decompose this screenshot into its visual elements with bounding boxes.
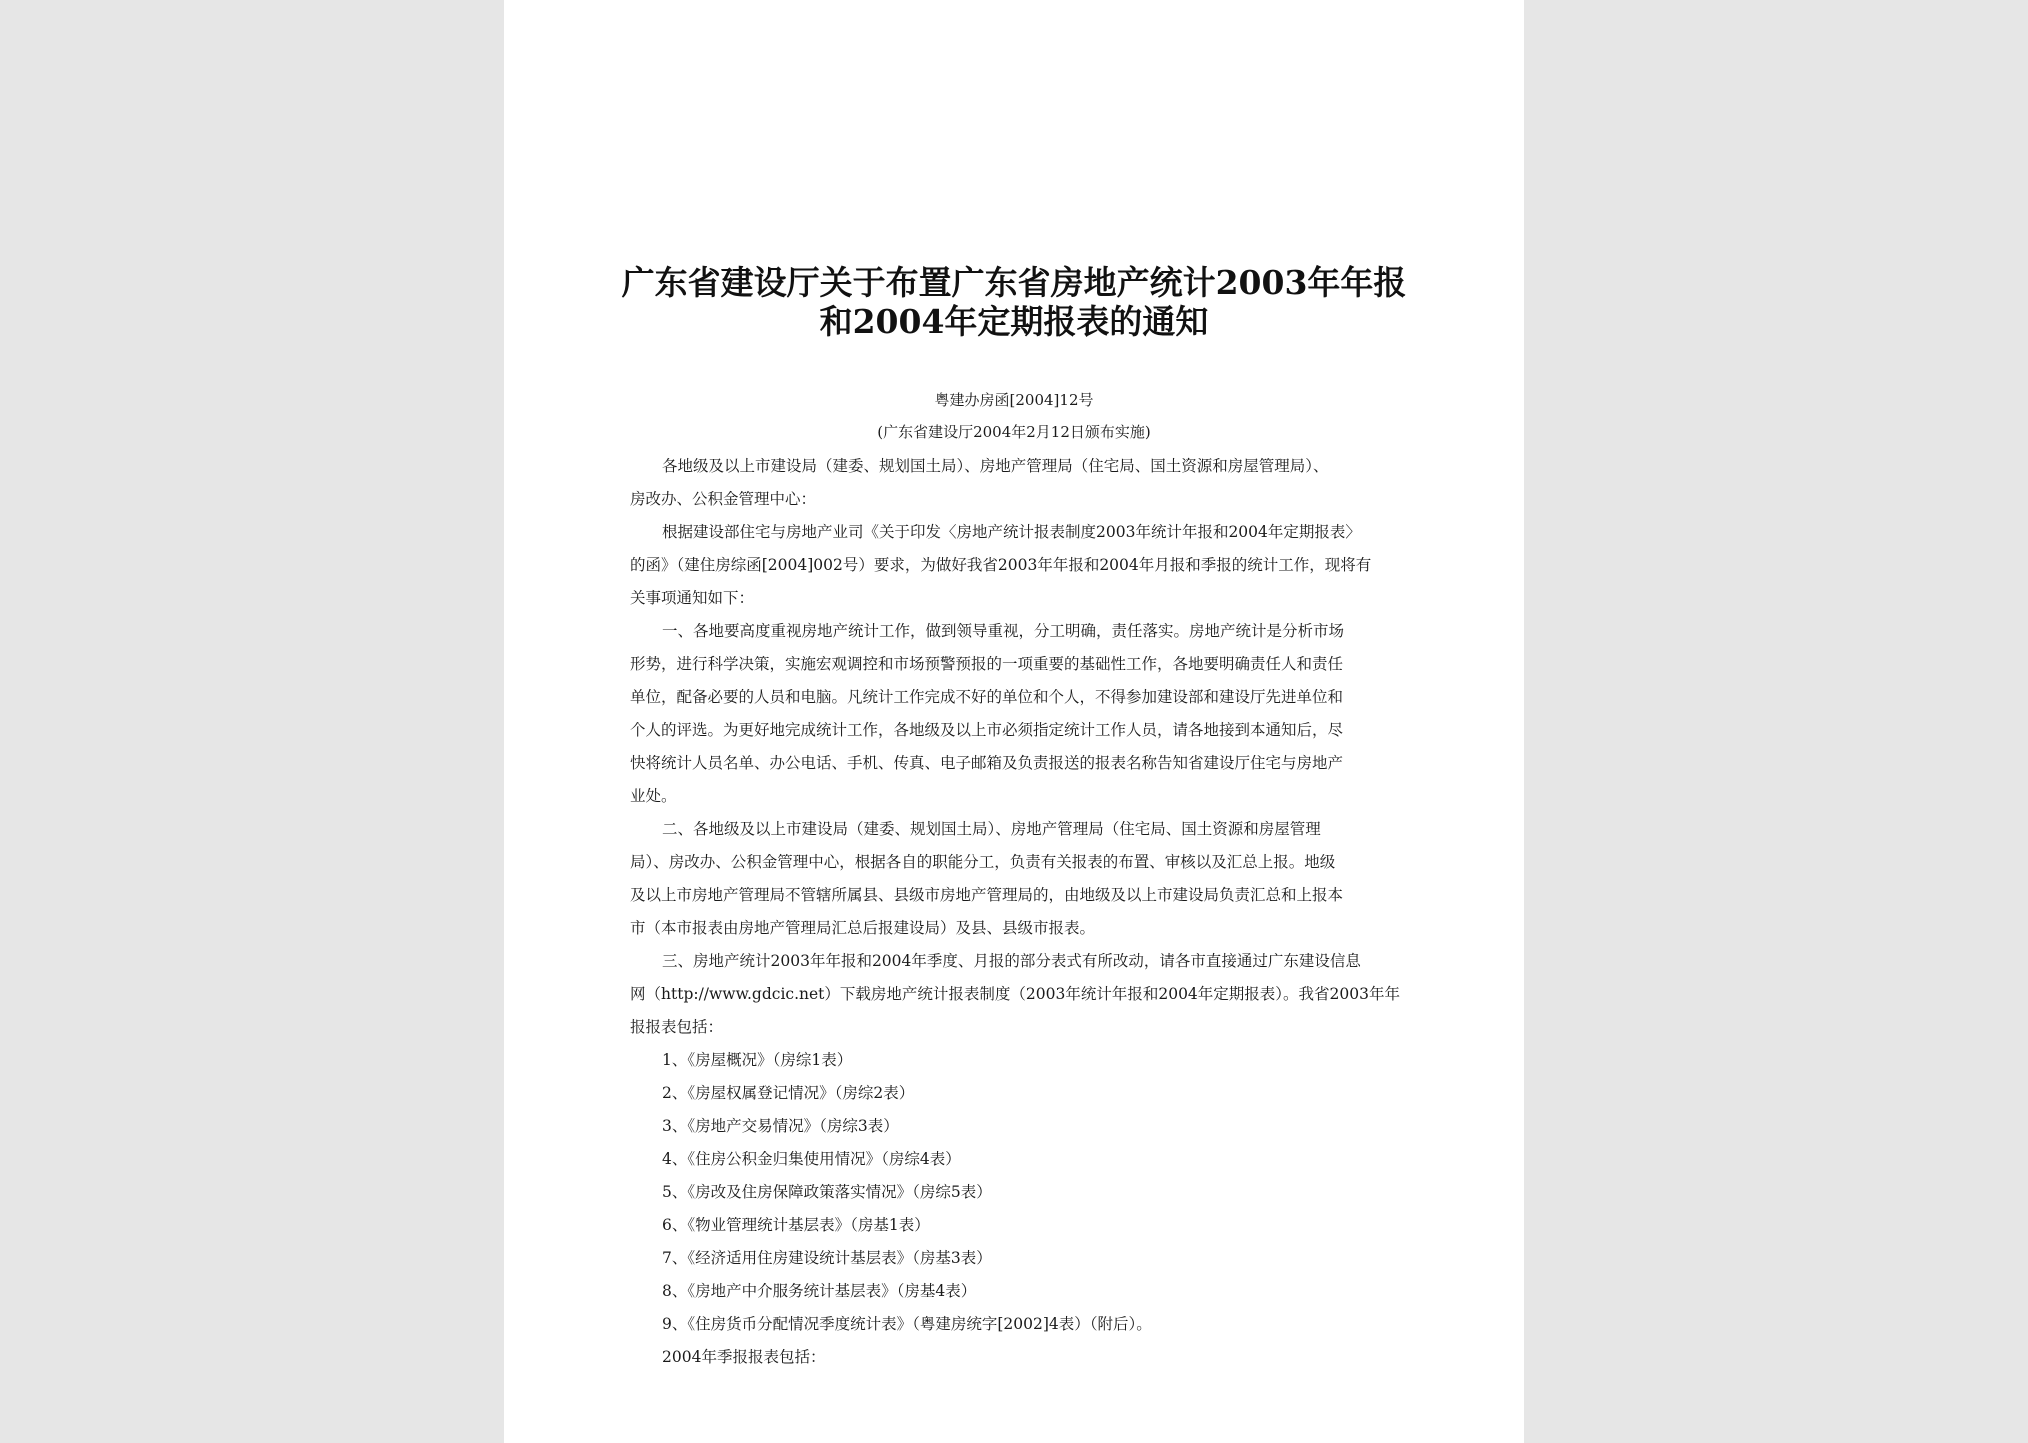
- body-line: 单位，配备必要的人员和电脑。凡统计工作完成不好的单位和个人，不得参加建设部和建设厅先进单位和: [630, 688, 1344, 706]
- body-line: 各地级及以上市建设局（建委、规划国土局）、房地产管理局（住宅局、国土资源和房屋管理局）、: [662, 457, 1329, 475]
- list-item: 9、《住房货币分配情况季度统计表》（粤建房统字[2002]4表）（附后）。: [662, 1315, 1152, 1333]
- list-item: 5、《房改及住房保障政策落实情况》（房综5表）: [662, 1183, 992, 1201]
- list-item: 7、《经济适用住房建设统计基层表》（房基3表）: [662, 1249, 992, 1267]
- body-line: 网（http://www.gdcic.net）下载房地产统计报表制度（2003年统计年报和2004年定期报表）。我省2003年年: [630, 985, 1400, 1003]
- body-line: 根据建设部住宅与房地产业司《关于印发〈房地产统计报表制度2003年统计年报和2004年定期报表〉: [662, 523, 1361, 541]
- body-line: 2004年季报报表包括：: [662, 1348, 826, 1366]
- body-line: 业处。: [630, 787, 677, 805]
- body-line: 三、房地产统计2003年年报和2004年季度、月报的部分表式有所改动，请各市直接通过广东建设信息: [662, 952, 1361, 970]
- body-line: 一、各地要高度重视房地产统计工作，做到领导重视，分工明确，责任落实。房地产统计是分析市场: [662, 622, 1345, 640]
- body-line: 房改办、公积金管理中心：: [630, 490, 817, 508]
- body-line: 局）、房改办、公积金管理中心，根据各自的职能分工，负责有关报表的布置、审核以及汇总上报。地级: [630, 853, 1336, 871]
- body-line: 市（本市报表由房地产管理局汇总后报建设局）及县、县级市报表。: [630, 919, 1096, 937]
- list-item: 6、《物业管理统计基层表》（房基1表）: [662, 1216, 930, 1234]
- body-line: 形势，进行科学决策，实施宏观调控和市场预警预报的一项重要的基础性工作，各地要明确责任人和责任: [630, 655, 1344, 673]
- list-item: 8、《房地产中介服务统计基层表》（房基4表）: [662, 1282, 977, 1300]
- body-line: 报报表包括：: [630, 1018, 724, 1036]
- body-line: 个人的评选。为更好地完成统计工作，各地级及以上市必须指定统计工作人员，请各地接到本通知后，尽: [630, 721, 1344, 739]
- body-line: 二、各地级及以上市建设局（建委、规划国土局）、房地产管理局（住宅局、国土资源和房屋管理: [662, 820, 1321, 838]
- list-item: 2、《房屋权属登记情况》（房综2表）: [662, 1084, 915, 1102]
- document-title-line-1: 广东省建设厅关于布置广东省房地产统计2003年年报: [621, 263, 1407, 302]
- body-line: 的函》（建住房综函[2004]002号）要求，为做好我省2003年年报和2004年月报和季报的统计工作，现将有: [630, 556, 1372, 574]
- document-number: 粤建办房函[2004]12号: [934, 391, 1094, 409]
- document-title-line-2: 和2004年定期报表的通知: [819, 302, 1209, 341]
- issue-note: (广东省建设厅2004年2月12日颁布实施): [877, 423, 1151, 441]
- list-item: 3、《房地产交易情况》（房综3表）: [662, 1117, 899, 1135]
- list-item: 4、《住房公积金归集使用情况》（房综4表）: [662, 1150, 961, 1168]
- body-line: 关事项通知如下：: [630, 589, 755, 607]
- document-page: [504, 0, 1524, 1443]
- list-item: 1、《房屋概况》（房综1表）: [662, 1051, 853, 1069]
- body-line: 及以上市房地产管理局不管辖所属县、县级市房地产管理局的，由地级及以上市建设局负责汇总和上报本: [630, 886, 1344, 904]
- body-line: 快将统计人员名单、办公电话、手机、传真、电子邮箱及负责报送的报表名称告知省建设厅住宅与房地产: [630, 754, 1344, 772]
